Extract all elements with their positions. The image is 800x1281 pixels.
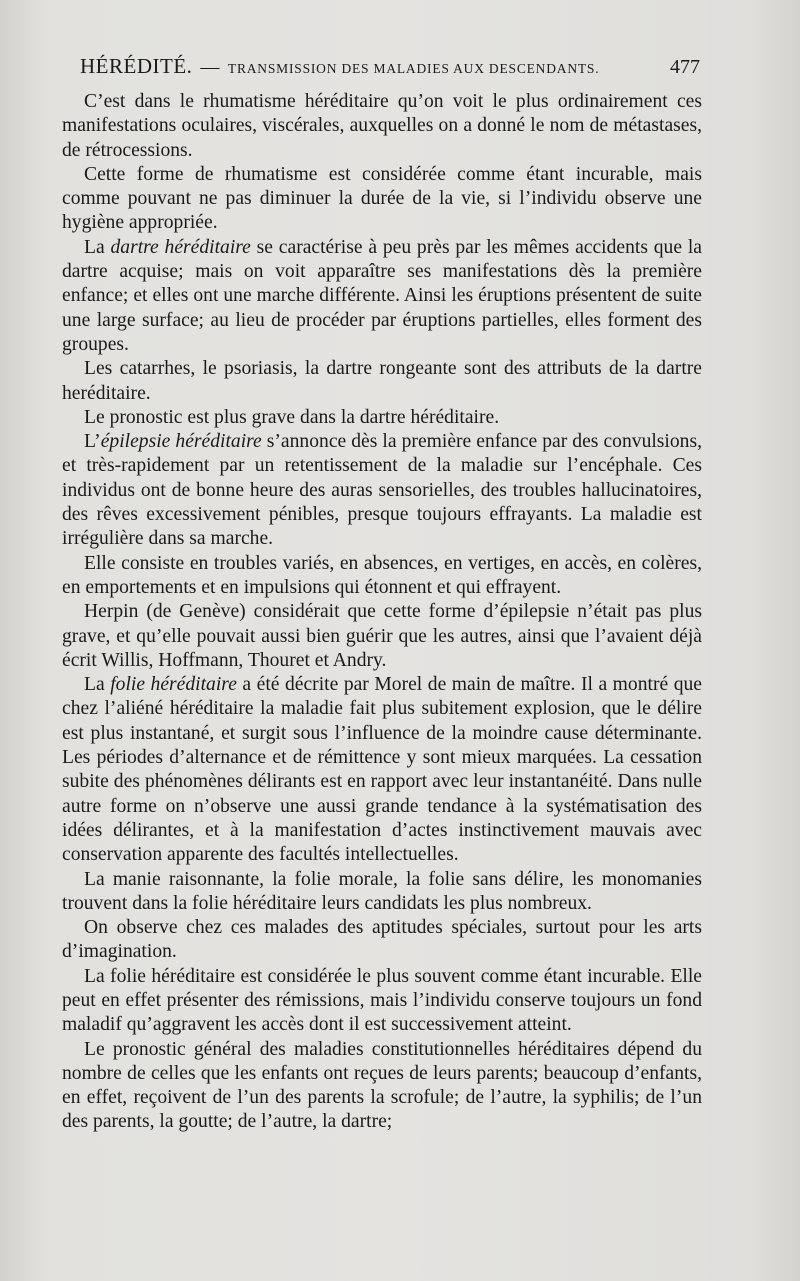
paragraph xyxy=(62,430,702,551)
text-run: On observe chez ces malades des aptitudes spéciales, surtout pour les arts d’imagination. xyxy=(62,917,702,963)
text-run: C’est dans le rhumatisme héréditaire qu’on voit le plus ordinairement ces manifestations oculaires, viscérales, auxquelles on a donné le nom de métastases, de rétrocessions. xyxy=(62,91,702,161)
paragraph xyxy=(62,357,702,406)
running-head-title: HÉRÉDITÉ. xyxy=(80,54,193,78)
text-run: se caractérise à peu près par les mêmes accidents que la dartre acquise; mais on voit apparaître ses manifestations dès la première enfance; et elles ont une marche différente. Ainsi les éruptions présentent de suite une large surface; au lieu de procéder par éruptions partielles, elles forment des groupes. xyxy=(62,236,702,355)
paragraph xyxy=(62,552,702,601)
running-head-subtitle: TRANSMISSION DES MALADIES AUX DESCENDANTS. xyxy=(227,61,600,76)
paragraph xyxy=(62,673,702,867)
text-run: a été décrite par Morel de main de maître. Il a montré que chez l’aliéné héréditaire la maladie fait plus subitement explosion, que le délire est plus instantané, et surgit sous l’influence de la moindre cause déterminante. Les périodes d’alternance et de rémittence y sont mieux marquées. La cessation subite des phénomènes délirants est en rapport avec leur instantanéité. Dans nulle autre forme on n’observe une aussi grande tendance à la systématisation des idées délirantes, et à la manifestation d’actes instinctivement mauvais avec conservation apparente des facultés intellectuelles. xyxy=(62,674,702,866)
paragraph xyxy=(62,90,702,163)
italic-term: épilepsie héréditaire xyxy=(100,431,262,453)
text-run: La xyxy=(84,674,111,696)
text-run: La folie héréditaire est considérée le plus souvent comme étant incurable. Elle peut en effet présenter des rémissions, mais l’individu conserve toujours un fond maladif qu’aggravent les accès dont il est successivement atteint. xyxy=(62,965,702,1036)
paragraph xyxy=(62,965,702,1038)
paragraph xyxy=(62,916,702,965)
text-run: Le pronostic général des maladies constitutionnelles héréditaires dépend du nombre de celles que les enfants ont reçues de leurs parents; beaucoup d’enfants, en effet, reçoivent de l’un des parents la scrofule; de l’autre, la syphilis; de l’un des parents, la goutte; de l’autre, la dartre; xyxy=(62,1038,702,1133)
text-run: s’annonce dès la première enfance par des convulsions, et très-rapidement par un retentissement de la maladie sur l’encéphale. Ces individus ont de bonne heure des auras sensorielles, des troubles hallucinatoires, des rêves excessivement pénibles, presque toujours effrayants. La maladie est irrégulière dans sa marche. xyxy=(62,431,702,550)
italic-term: folie héréditaire xyxy=(110,674,237,696)
text-run: Les catarrhes, le psoriasis, la dartre rongeante sont des attributs de la dartre heréditaire. xyxy=(62,358,702,404)
text-run: La xyxy=(84,236,111,258)
body-text xyxy=(62,90,702,1135)
text-run: Cette forme de rhumatisme est considérée comme étant incurable, mais comme pouvant ne pas diminuer la durée de la vie, si l’individu observe une hygiène appropriée. xyxy=(62,163,702,234)
page-number: 477 xyxy=(670,56,700,78)
paragraph xyxy=(62,868,702,917)
text-run: Le pronostic est plus grave dans la dartre héréditaire. xyxy=(84,406,500,428)
text-run: La manie raisonnante, la folie morale, la folie sans délire, les monomanies trouvent dans la folie héréditaire leurs candidats les plus nombreux. xyxy=(62,868,702,914)
running-head xyxy=(80,54,599,79)
paragraph xyxy=(62,406,702,430)
paragraph xyxy=(62,600,702,673)
paragraph xyxy=(62,236,702,357)
italic-term: dartre héréditaire xyxy=(110,236,251,258)
page-header xyxy=(80,54,700,84)
text-run: Elle consiste en troubles variés, en absences, en vertiges, en accès, en colères, en emportements et en impulsions qui étonnent et qui effrayent. xyxy=(62,552,702,598)
text-run: Herpin (de Genève) considérait que cette forme d’épilepsie n’était pas plus grave, et qu’elle pouvait aussi bien guérir que les autres, ainsi que l’avaient déjà écrit Willis, Hoffmann, Thouret et Andry. xyxy=(62,601,702,671)
paragraph xyxy=(62,1038,702,1135)
running-head-dash: — xyxy=(200,57,220,78)
text-run: L’ xyxy=(84,431,101,453)
paragraph xyxy=(62,163,702,236)
